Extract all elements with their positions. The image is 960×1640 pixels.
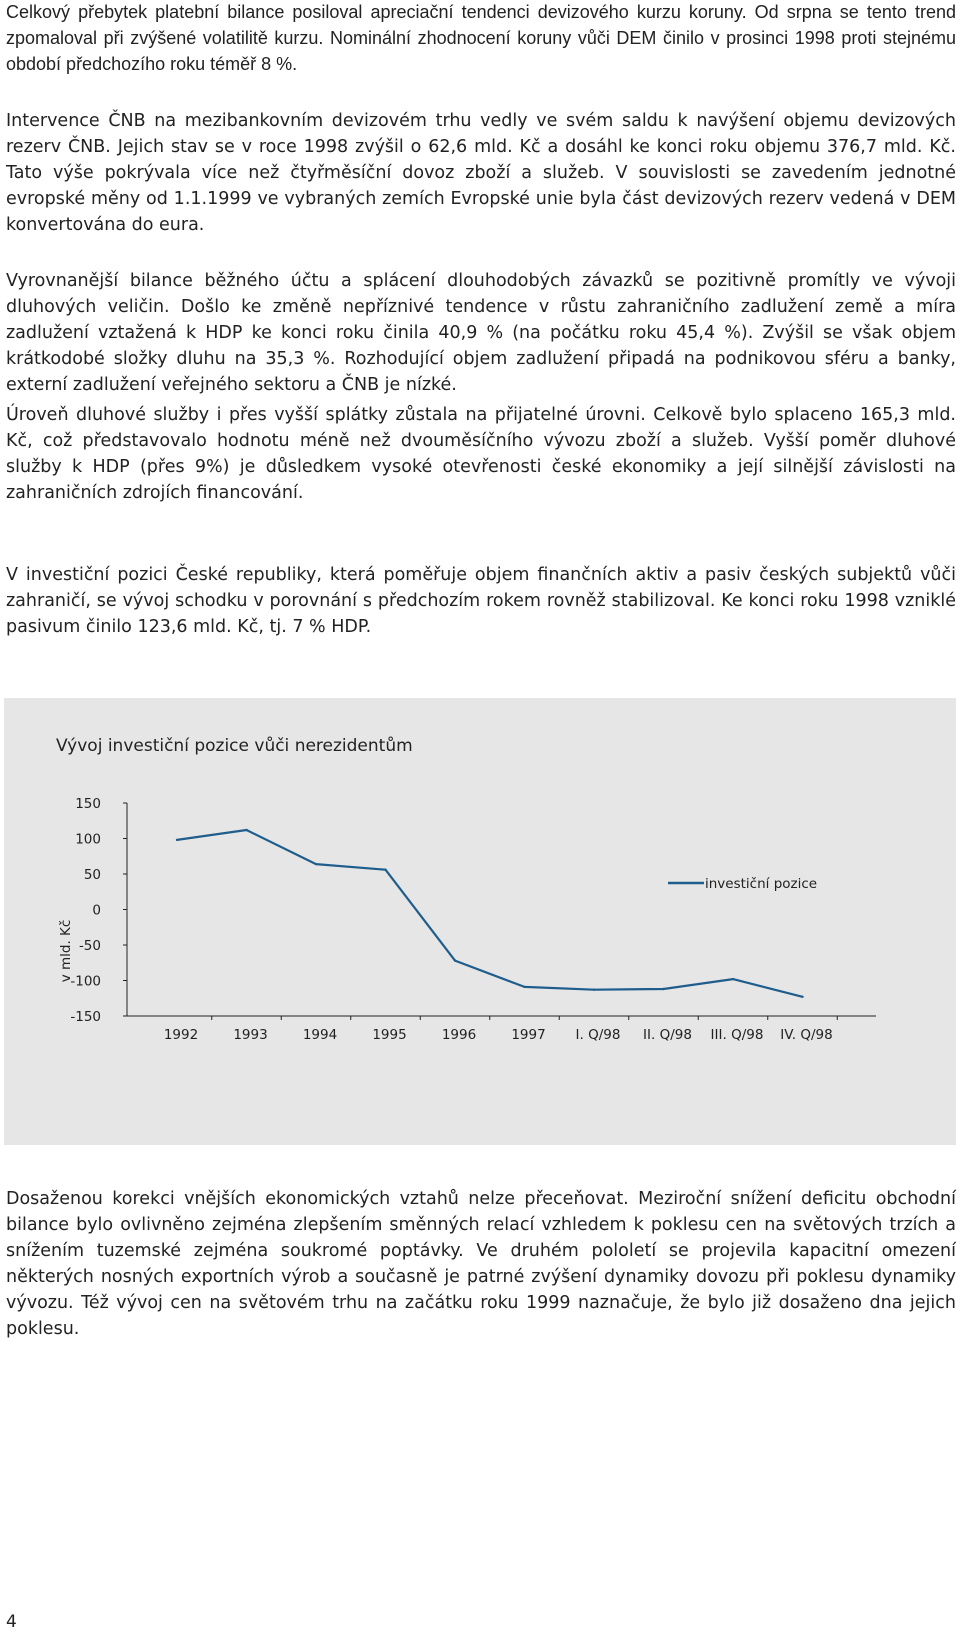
x-tick-label: 1992 (163, 1027, 199, 1043)
x-tick-label: 1997 (511, 1027, 546, 1043)
data-point (801, 996, 803, 998)
x-tick-label: II. Q/98 (643, 1027, 692, 1043)
chart-series (176, 829, 804, 998)
y-tick-label: -50 (78, 938, 101, 954)
chart-title: Vývoj investiční pozice vůči nerezidentům (56, 736, 413, 756)
legend-label: investiční pozice (705, 876, 818, 892)
x-tick-label: 1993 (233, 1027, 268, 1043)
x-tick-label: 1994 (302, 1027, 338, 1043)
series-line (177, 830, 803, 997)
x-tick-label: 1995 (372, 1027, 407, 1043)
y-axis-label: v mld. Kč (58, 919, 74, 983)
x-tick-label: 1996 (441, 1027, 477, 1043)
data-point (732, 978, 734, 980)
data-point (523, 986, 525, 988)
y-tick-label: 100 (75, 831, 101, 848)
data-point (176, 839, 178, 841)
chart-ticks (70, 796, 837, 1043)
x-tick-label: III. Q/98 (710, 1027, 764, 1043)
data-point (315, 863, 317, 865)
paragraph-external-correction: Dosaženou korekci vnějších ekonomických vztahů nelze přeceňovat. Meziroční snížení deficitu obchodní bilance bylo ovlivněno zejména zlepšením směnných relací vzhledem k poklesu cen na světových trzích a snížením tuzemské zejména soukromé poptávky. Ve druhém pololetí se projevila kapacitní omezení některých nosných exportních výrob a současně je patrné zvýšení dynamiky dovozu při poklesu dynamiky vývozu. Též vývoj cen na světovém trhu na začátku roku 1999 naznačuje, že bylo již dosaženo dna jejich poklesu. (6, 1189, 956, 1339)
paragraph-investment-position: V investiční pozici České republiky, která poměřuje objem finančních aktiv a pasiv českých subjektů vůči zahraničí, se vývoj schodku v porovnání s předchozím rokem rovněž stabilizoval. Ke konci roku 1998 vzniklé pasivum činilo 123,6 mld. Kč, tj. 7 % HDP. (6, 565, 956, 637)
paragraph-debt-indicators: Vyrovnanější bilance běžného účtu a splácení dlouhodobých závazků se pozitivně promítly ve vývoji dluhových veličin. Došlo ke změně nepříznivé tendence v růstu zahraničního zadlužení země a míra zadlužení vztažená k HDP ke konci roku činila 40,9 % (na počátku roku 45,4 %). Zvýšil se však objem krátkodobé složky dluhu na 35,3 %. Rozhodující objem zadlužení připadá na podnikovou sféru a banky, externí zadlužení veřejného sektoru a ČNB je nízké. (6, 271, 956, 395)
y-tick-label: 0 (92, 902, 101, 919)
investment-position-chart (4, 698, 956, 1145)
y-tick-label: 150 (75, 796, 101, 812)
data-point (593, 989, 595, 991)
chart-canvas (4, 698, 956, 1145)
chart-legend (668, 876, 817, 892)
page-number: 4 (6, 1612, 17, 1632)
data-point (662, 988, 664, 990)
chart-axes (127, 803, 876, 1016)
paragraph-exchange-rate: Celkový přebytek platební bilance posiloval apreciační tendenci devizového kurzu koruny. Od srpna se tento trend zpomaloval při zvýšené volatilitě kurzu. Nominální zhodnocení koruny vůči DEM činilo v prosinci 1998 proti stejnému období předchozího roku téměř 8 %. (6, 2, 956, 74)
x-tick-label: IV. Q/98 (780, 1027, 833, 1043)
paragraph-fx-reserves: Intervence ČNB na mezibankovním devizovém trhu vedly ve svém saldu k navýšení objemu devizových rezerv ČNB. Jejich stav se v roce 1998 zvýšil o 62,6 mld. Kč a dosáhl ke konci roku objemu 376,7 mld. Kč. Tato výše pokrývala více než čtyřměsíční dovoz zboží a služeb. V souvislosti se zavedením jednotné evropské měny od 1.1.1999 ve vybraných zemích Evropské unie byla část devizových rezerv vedená v DEM konvertována do eura. (6, 111, 956, 235)
data-point (384, 869, 386, 871)
data-point (245, 829, 247, 831)
x-tick-label: I. Q/98 (575, 1027, 621, 1043)
y-tick-label: 50 (83, 867, 101, 883)
paragraph-debt-service: Úroveň dluhové služby i přes vyšší splátky zůstala na přijatelné úrovni. Celkově bylo splaceno 165,3 mld. Kč, což představovalo hodnotu méně než dvouměsíčního vývozu zboží a služeb. Vyšší poměr dluhové služby k HDP (přes 9%) je důsledkem vysoké otevřenosti české ekonomiky a její silnější závislosti na zahraničních zdrojích financování. (6, 405, 956, 503)
y-tick-label: -100 (70, 973, 101, 990)
y-tick-label: -150 (70, 1009, 101, 1025)
data-point (454, 959, 456, 961)
